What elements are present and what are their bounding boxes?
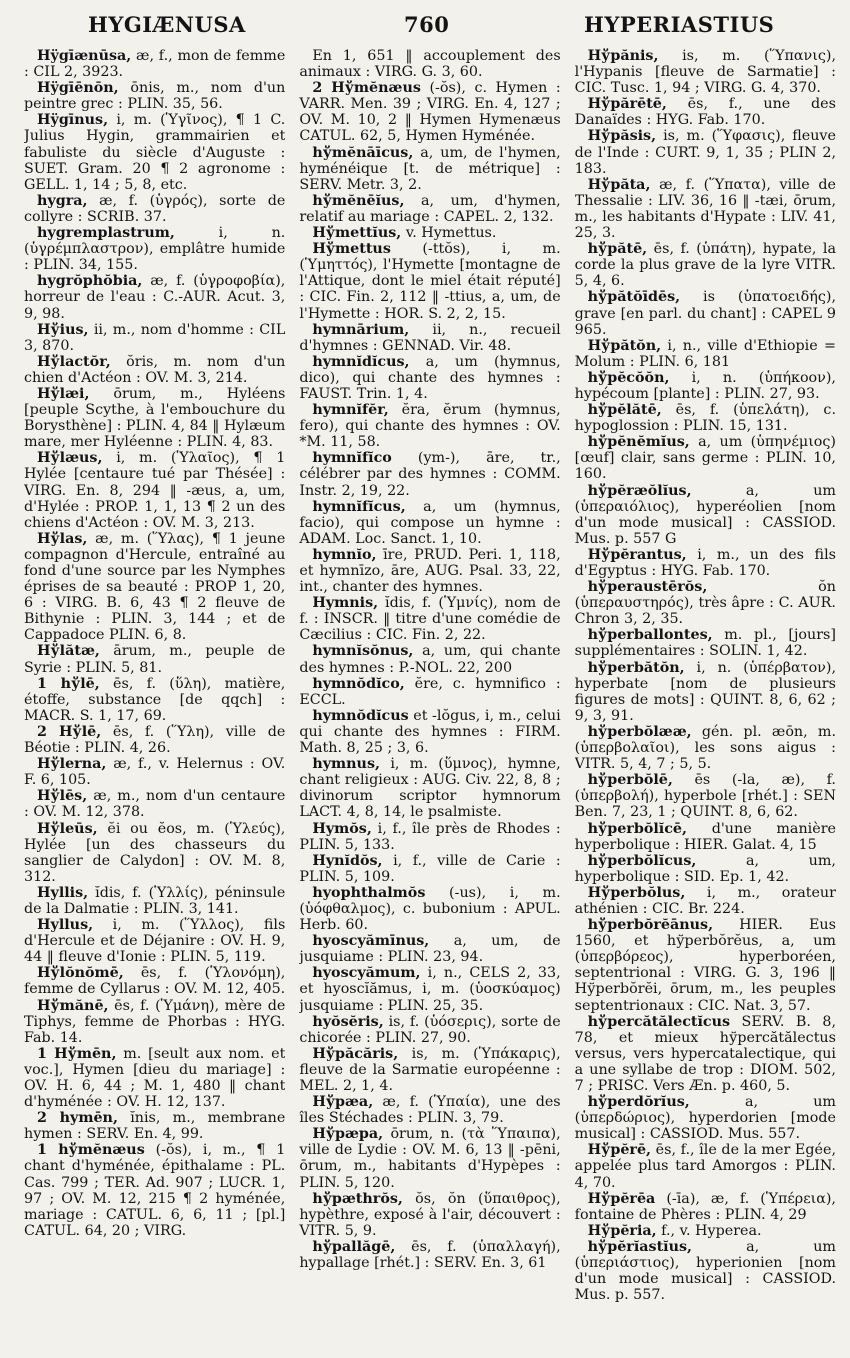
entry-definition: m. [seult aux nom. et voc.], Hymen [dieu du mariage] : OV. H. 6, 44 ; M. 1, 480 ‖ chant d'hyménée : OV. H. 12, 137. <box>24 1045 286 1111</box>
dictionary-entry <box>575 338 836 370</box>
dictionary-entry <box>24 1046 285 1110</box>
entry-definition: ōrum, n. (τὰ Ὕπαιπα), ville de Lydie : OV. M. 6, 13 ‖ -pēni, ōrum, m., habitants d'Hypèpes : PLIN. 5, 120. <box>299 1126 561 1191</box>
entry-definition: ēs, f. (ὑπελάτη), c. hypoglossion : PLIN. 15, 131. <box>574 402 836 435</box>
entry-headword: hўpĕnĕmĭus, <box>587 434 690 451</box>
entry-headword: hўpĕlătē, <box>587 402 662 419</box>
dictionary-entry <box>575 370 836 402</box>
column-2 <box>299 48 560 1348</box>
entry-definition: is, m. (Ὑπάκαρις), fleuve de la Sarmatie européenne : MEL. 2, 1, 4. <box>299 1045 561 1094</box>
entry-definition: ēs, f., île de la mer Egée, appelée plus tard Amorgos : PLIN. 4, 70. <box>574 1142 836 1191</box>
entry-headword: hyoscyămīnus, <box>312 933 430 950</box>
dictionary-entry <box>24 112 285 192</box>
entry-headword: Hўpĕrēa <box>587 1190 656 1207</box>
dictionary-entry <box>575 177 836 241</box>
dictionary-entry <box>575 917 836 1014</box>
entry-headword: hymnĭo, <box>312 546 377 563</box>
entry-definition: (-īa), æ, f. (Ὑπέρεια), fontaine de Phères : PLIN. 4, 29 <box>574 1190 836 1223</box>
entry-headword: Hymŏs, <box>312 820 372 837</box>
entry-headword: hymnĭfĕr, <box>312 402 389 419</box>
dictionary-entry <box>575 241 836 289</box>
entry-headword: Hўlas, <box>37 530 88 547</box>
entry-headword: Hўlæi, <box>37 385 90 402</box>
dictionary-entry <box>299 145 560 193</box>
columns <box>24 48 836 1348</box>
dictionary-entry <box>299 821 560 853</box>
entry-headword: 1 hўlē, <box>37 675 100 692</box>
entry-headword: hymnŏdĭco, <box>312 675 405 692</box>
entry-headword: hўpercătălectĭcus <box>587 1013 731 1030</box>
dictionary-entry <box>299 708 560 756</box>
entry-headword: Hynĭdŏs, <box>312 852 383 869</box>
dictionary-entry <box>24 193 285 225</box>
entry-definition: v. Hymettus. <box>405 225 497 242</box>
entry-headword: Hўpĕrē, <box>587 1142 652 1159</box>
dictionary-entry <box>575 1142 836 1190</box>
dictionary-entry <box>299 676 560 708</box>
entry-headword: hygremplastrum, <box>37 225 175 242</box>
entry-headword: Hўpæa, <box>312 1094 374 1111</box>
running-header <box>0 0 850 44</box>
entry-headword: hўperaustērŏs, <box>587 579 708 596</box>
entry-headword: hўpătē, <box>587 241 648 258</box>
entry-headword: Hÿgīænūsa, <box>37 48 132 64</box>
entry-definition: (-us), i, m. (ὑόφθαλμος), c. bubonium : APUL. Herb. 60. <box>299 884 561 934</box>
dictionary-entry <box>299 1014 560 1046</box>
entry-definition: f., v. Hyperea. <box>661 1222 762 1239</box>
dictionary-entry <box>575 1239 836 1303</box>
entry-definition: i, n. (ὑγρέμπλαστρον), emplâtre humide : PLIN. 34, 155. <box>24 225 286 274</box>
entry-definition: d'une manière hyperbolique : HIER. Galat. 4, 15 <box>574 820 836 853</box>
dictionary-entry <box>575 48 836 96</box>
entry-definition: a, um (ὑπερδώριος), hyperdorien [mode musical] : CASSIOD. Mus. 557. <box>574 1094 836 1143</box>
dictionary-entry <box>299 643 560 675</box>
entry-headword: Hўpăcăris, <box>312 1045 399 1062</box>
entry-definition: æ, m., nom d'un centaure : OV. M. 12, 378. <box>24 788 286 821</box>
entry-definition: æ, f. (Ὑπαία), une des îles Stéchades : PLIN. 3, 79. <box>299 1094 561 1127</box>
page-number: 760 <box>404 12 450 37</box>
entry-definition: m. pl., [jours] supplémentaires : SOLIN. 1, 42. <box>574 627 836 660</box>
dictionary-entry <box>24 450 285 530</box>
entry-headword: hўperbŏrĕānus, <box>587 917 714 934</box>
entry-definition: i, m., orateur athénien : CIC. Br. 224. <box>574 884 836 917</box>
dictionary-entry <box>24 965 285 997</box>
dictionary-entry <box>575 128 836 176</box>
dictionary-entry <box>24 643 285 675</box>
entry-headword: Hўpăsis, <box>587 128 657 145</box>
dictionary-entry <box>575 547 836 579</box>
dictionary-entry <box>575 1094 836 1142</box>
entry-headword: hymnĭfĭco <box>312 450 392 467</box>
entry-definition: ŏris, m. nom d'un chien d'Actéon : OV. M. 3, 214. <box>24 353 286 386</box>
entry-headword: Hÿgīēnōn, <box>37 80 119 97</box>
entry-headword: hymnŏdĭcus <box>312 707 409 724</box>
entry-definition: ōnis, m., nom d'un peintre grec : PLIN. 35, 56. <box>24 80 286 113</box>
entry-definition: ĕre, c. hymnifico : ECCL. <box>299 675 561 708</box>
dictionary-entry <box>575 289 836 337</box>
entry-headword: Hўlŏnŏmē, <box>37 965 124 982</box>
entry-definition: æ, f. (Ὕπατα), ville de Thessalie : LIV. 36, 16 ‖ -tæi, ōrum, m., les habitants d'Hypate : LIV. 41, 25, 3. <box>574 176 836 242</box>
entry-headword: Hўpĕrantus, <box>587 546 687 563</box>
entry-headword: Hymnis, <box>312 595 379 612</box>
dictionary-entry <box>24 756 285 788</box>
dictionary-entry <box>299 193 560 225</box>
dictionary-entry <box>299 1094 560 1126</box>
entry-headword: hymnus, <box>312 756 380 773</box>
entry-headword: hўperbŏlē, <box>587 772 673 789</box>
entry-headword: hўpĕcŏŏn, <box>587 369 670 386</box>
entry-definition: ĕra, ĕrum (hymnus, fero), qui chante des hymnes : OV. *M. 11, 58. <box>299 402 561 451</box>
entry-definition: a, um, de jusquiame : PLIN. 23, 94. <box>299 933 561 966</box>
entry-definition: a, um (ὑπεραιόλιος), hyperéolien [nom d'un mode musical] : CASSIOD. Mus. p. 557 G <box>574 482 836 547</box>
dictionary-entry <box>299 80 560 144</box>
entry-headword: Hyllus, <box>37 917 94 934</box>
dictionary-entry <box>24 531 285 644</box>
entry-definition: i, n., ville d'Ethiopie = Molum : PLIN. 6, 181 <box>574 337 836 370</box>
entry-headword: hўperbŏlĭcē, <box>587 820 688 837</box>
dictionary-entry <box>575 885 836 917</box>
entry-headword: hyoscyămum, <box>312 965 421 982</box>
entry-headword: Hўius, <box>37 321 89 338</box>
entry-definition: æ, f. (ὑγροφοβία), horreur de l'eau : C.-AUR. Acut. 3, 9, 98. <box>24 273 286 322</box>
dictionary-entry <box>299 48 560 80</box>
entry-headword: Hўpæpa, <box>312 1126 384 1143</box>
entry-headword: hygrŏphŏbia, <box>37 273 143 290</box>
entry-definition: ēs, f. (ὕλη), matière, étoffe, substance [de qqch] : MACR. S. 1, 17, 69. <box>24 675 286 724</box>
dictionary-entry <box>24 788 285 820</box>
entry-definition: ĭnis, m., membrane hymen : SERV. En. 4, 99. <box>24 1110 286 1143</box>
dictionary-entry <box>299 1126 560 1190</box>
dictionary-entry <box>299 322 560 354</box>
header-first-entry: HYGIÆNUSA <box>88 12 246 37</box>
entry-definition: i, m. (Ὑγῖνος), ¶ 1 C. Julius Hygin, grammairien et fabuliste du siècle d'Auguste : SUET. Gram. 20 ¶ 2 agronome : GELL. 1, 14 ; 5, 8, etc. <box>24 112 286 193</box>
dictionary-entry <box>575 96 836 128</box>
entry-headword: 2 hymēn, <box>37 1110 118 1127</box>
entry-definition: gén. pl. æōn, m. (ὑπερβολαῖοι), les sons aigus : VITR. 5, 4, 7 ; 5, 5. <box>574 723 836 773</box>
entry-headword: hymnĭdĭcus, <box>312 353 410 370</box>
dictionary-entry <box>24 724 285 756</box>
dictionary-entry <box>575 660 836 724</box>
entry-definition: SERV. B. 8, 78, et mieux hўpercătălectus versus, vers hypercatalectique, qui a une syllabe de trop : DIOM. 502, 7 ; PRISC. Vers Æn. p. 460, 5. <box>574 1013 836 1094</box>
dictionary-entry <box>24 273 285 321</box>
entry-headword: hygra, <box>37 192 88 209</box>
entry-definition: a, um (hymnus, dico), qui chante des hymnes : FAUST. Trin. 1, 4. <box>299 353 561 402</box>
entry-definition: i, f., île près de Rhodes : PLIN. 5, 133. <box>299 820 561 853</box>
entry-definition: a, um, hyperbolique : SID. Ep. 1, 42. <box>574 852 836 885</box>
entry-headword: Hўpĕria, <box>587 1222 657 1239</box>
dictionary-entry <box>575 434 836 482</box>
entry-definition: ēs, f. (Ὑλονόμη), femme de Cyllarus : OV. M. 12, 405. <box>24 965 286 998</box>
entry-definition: īre, PRUD. Peri. 1, 118, et hymnīzo, āre, AUG. Psal. 33, 22, int., chanter des hymnes. <box>299 546 561 596</box>
entry-definition: is, f. (ὑόσερις), sorte de chicorée : PLIN. 27, 90. <box>299 1013 561 1046</box>
dictionary-entry <box>299 1239 560 1271</box>
entry-definition: i, n. (ὑπήκοον), hypécoum [plante] : PLIN. 27, 93. <box>574 369 836 402</box>
entry-definition: ŏn (ὑπεραυστηρός), très âpre : C. AUR. Chron 3, 2, 35. <box>574 579 836 628</box>
entry-headword: hўpătŏīdēs, <box>587 289 681 306</box>
entry-headword: Hўlactŏr, <box>37 353 111 370</box>
entry-headword: Hўpăta, <box>587 176 651 193</box>
dictionary-entry <box>299 1046 560 1094</box>
dictionary-entry <box>299 885 560 933</box>
entry-headword: hўmĕnāīcus, <box>312 144 414 161</box>
entry-headword: hўperbŏlĭcus, <box>587 852 697 869</box>
entry-definition: En 1, 651 ‖ accouplement des animaux : VIRG. G. 3, 60. <box>299 48 561 81</box>
dictionary-entry <box>24 386 285 450</box>
entry-definition: ii, n., recueil d'hymnes : GENNAD. Vir. 48. <box>299 321 561 354</box>
entry-definition: is, m. (Ὕφασις), fleuve de l'Inde : CURT. 9, 1, 35 ; PLIN 2, 183. <box>574 128 836 177</box>
dictionary-entry <box>24 917 285 965</box>
dictionary-entry <box>299 853 560 885</box>
entry-definition: i, n., CELS 2, 33, et hyoscĭămus, i, m. (ὑοσκύαμος) jusquiame : PLIN. 25, 35. <box>299 965 561 1014</box>
entry-headword: hymnārium, <box>312 321 410 338</box>
entry-headword: hўpæthrŏs, <box>312 1190 403 1207</box>
entry-definition: is (ὑπατοειδής), grave [en parl. du chant] : CAPEL 9 965. <box>574 289 836 338</box>
entry-headword: Hўmettus <box>312 241 391 258</box>
column-1 <box>24 48 285 1348</box>
dictionary-entry <box>575 483 836 547</box>
entry-definition: a, um (hymnus, facio), qui compose un hymne : ADAM. Loc. Sanct. 1, 10. <box>299 498 561 547</box>
entry-definition: ēs, f. (ὑπάτη), hypate, la corde la plus grave de la lyre VITR. 5, 4, 6. <box>574 241 836 290</box>
entry-definition: ēs, f. (Ὑμάνη), mère de Tiphys, femme de Phorbas : HYG. Fab. 14. <box>24 997 286 1046</box>
entry-headword: 1 Hўmēn, <box>37 1045 117 1062</box>
dictionary-entry <box>575 724 836 772</box>
entry-headword: hymnĭfĭcus, <box>312 498 406 515</box>
entry-definition: HIER. Eus 1560, et hўperbŏrĕus, a, um (ὑπερβόρεος), hyperboréen, septentrional : VIRG. G. 3, 196 ‖ Hўperbŏrĕi, ōrum, m., les peuples septentrionaux : CIC. Nat. 3, 57. <box>574 917 836 1014</box>
entry-headword: Hўmettĭus, <box>312 225 402 242</box>
dictionary-entry <box>299 499 560 547</box>
entry-definition: ĕi ou ĕos, m. (Ὑλεύς), Hylée [un des chasseurs du sanglier de Calydon] : OV. M. 8, 312. <box>24 820 286 885</box>
dictionary-entry <box>299 965 560 1013</box>
dictionary-entry <box>24 225 285 273</box>
entry-definition: ōrum, m., Hyléens [peuple Scythe, à l'embouchure du Borysthène] : PLIN. 4, 84 ‖ Hylæum mare, mer Hyléenne : PLIN. 4, 83. <box>24 385 286 451</box>
entry-headword: hўperballontes, <box>587 627 713 644</box>
entry-definition: ĭdis, f. (Ὑμνίς), nom de f. : INSCR. ‖ titre d'une comédie de Cæcilius : CIC. Fin. 2, 22. <box>299 595 561 644</box>
entry-headword: 2 Hўmĕnæus <box>312 80 421 97</box>
entry-definition: a, um (ὑπεριάστιος), hyperionien [nom d'un mode musical] : CASSIOD. Mus. p. 557. <box>574 1238 836 1304</box>
dictionary-entry <box>575 627 836 659</box>
entry-headword: hўpĕrĭastĭus, <box>587 1238 693 1255</box>
entry-headword: hўperbŏlææ, <box>587 723 692 740</box>
entry-headword: hўmĕnēĭus, <box>312 192 405 209</box>
header-last-entry: HYPERIASTIUS <box>584 12 775 37</box>
entry-definition: a, um, d'hymen, relatif au mariage : CAPEL. 2, 132. <box>299 192 561 225</box>
entry-headword: Hўlătæ, <box>37 643 100 660</box>
entry-headword: Hўpărētē, <box>587 96 667 113</box>
dictionary-entry <box>299 933 560 965</box>
column-3 <box>575 48 836 1348</box>
entry-headword: Hўmănē, <box>37 997 109 1014</box>
entry-definition: æ, f. (ὑγρός), sorte de collyre : SCRIB. 37. <box>24 192 286 225</box>
dictionary-entry <box>575 1191 836 1223</box>
dictionary-entry <box>24 821 285 885</box>
entry-headword: Hÿgīnus, <box>37 112 109 129</box>
entry-headword: hymnĭsŏnus, <box>312 643 414 660</box>
entry-headword: Hўlerna, <box>37 756 107 773</box>
entry-definition: i, m. (ὕμνος), hymne, chant religieux : AUG. Civ. 22, 8, 8 ; divinorum scriptor hymnorum LACT. 4, 8, 14, le psalmiste. <box>299 756 561 821</box>
entry-definition: ārum, m., peuple de Syrie : PLIN. 5, 81. <box>24 643 286 676</box>
dictionary-entry <box>575 1014 836 1094</box>
entry-definition: a, um (ὑπηνέμιος) [œuf] clair, sans germe : PLIN. 10, 160. <box>574 434 836 483</box>
entry-definition: æ, f., mon de femme : CIL 2, 3923. <box>24 48 286 81</box>
entry-definition: i, m., un des fils d'Egyptus : HYG. Fab. 170. <box>574 546 836 579</box>
entry-definition: æ, f., v. Helernus : OV. F. 6, 105. <box>24 756 286 789</box>
entry-definition: i, f., ville de Carie : PLIN. 5, 109. <box>299 852 561 885</box>
entry-definition: a, um, de l'hymen, hyménéique [t. de métrique] : SERV. Metr. 3, 2. <box>299 144 561 193</box>
entry-definition: ēs, f. (Ὕλη), ville de Béotie : PLIN. 4, 26. <box>24 723 286 757</box>
entry-headword: hўpallăgē, <box>312 1238 396 1255</box>
entry-headword: Hўpătŏn, <box>587 337 662 354</box>
dictionary-entry <box>299 547 560 595</box>
dictionary-entry <box>24 1142 285 1239</box>
dictionary-entry <box>299 595 560 643</box>
entry-headword: Hўlæus, <box>37 450 103 467</box>
entry-definition: ēs (-la, æ), f. (ὑπερβολή), hyperbole [rhét.] : SEN Ben. 7, 23, 1 ; QUINT. 8, 6, 62. <box>574 772 836 821</box>
entry-definition: ii, m., nom d'homme : CIL 3, 870. <box>24 321 286 354</box>
dictionary-entry <box>575 853 836 885</box>
entry-definition: æ, m. (Ὕλας), ¶ 1 jeune compagnon d'Hercule, entraîné au fond d'une source par les Nymphes éprises de sa beauté : PROP 1, 20, 6 : VIRG. B. 6, 43 ¶ 2 fleuve de Bithynie : PLIN. 3, 144 ; et de Cappadoce PLIN. 6, 8. <box>24 530 286 644</box>
entry-definition: (-ŏs), c. Hymen : VARR. Men. 39 ; VIRG. En. 4, 127 ; OV. M. 10, 2 ‖ Hymen Hymenæus CATUL. 62, 5, Hymen Hyménée. <box>299 80 561 145</box>
entry-headword: Hўlēs, <box>37 788 88 805</box>
entry-definition: (-ŏs), i, m., ¶ 1 chant d'hyménée, épithalame : PL. Cas. 799 ; TER. Ad. 907 ; LUCR. 1, 97 ; OV. M. 12, 215 ¶ 2 hyménée, mariage : CATUL. 6, 6, 11 ; [pl.] CATUL. 64, 20 ; VIRG. <box>24 1142 286 1239</box>
dictionary-entry <box>575 402 836 434</box>
dictionary-entry <box>24 48 285 80</box>
entry-definition: (ym-), āre, tr., célébrer par des hymnes : COMM. Instr. 2, 19, 22. <box>299 450 561 499</box>
entry-definition: ēs, f. (ὑπαλλαγή), hypallage [rhét.] : SERV. En. 3, 61 <box>299 1238 561 1272</box>
dictionary-entry <box>575 1223 836 1239</box>
entry-headword: Hўperbŏlus, <box>587 884 686 901</box>
dictionary-entry <box>299 241 560 321</box>
entry-headword: hyŏsĕris, <box>312 1013 384 1030</box>
dictionary-entry <box>24 1110 285 1142</box>
dictionary-entry <box>299 225 560 241</box>
dictionary-entry <box>24 676 285 724</box>
entry-headword: Hyllis, <box>37 884 89 901</box>
entry-definition: a, um, qui chante des hymnes : P.-NOL. 22, 200 <box>299 643 561 676</box>
dictionary-entry <box>24 998 285 1046</box>
entry-definition: is, m. (Ὕπανις), l'Hypanis [fleuve de Sarmatie] : CIC. Tusc. 1, 94 ; VIRG. G. 4, 370. <box>574 48 836 97</box>
dictionary-entry <box>24 322 285 354</box>
entry-headword: 2 Hўlē, <box>37 723 102 740</box>
entry-definition: ŏs, ŏn (ὕπαιθρος), hypèthre, exposé à l'air, découvert : VITR. 5, 9. <box>299 1190 561 1239</box>
entry-headword: hўperdŏrĭus, <box>587 1094 690 1111</box>
entry-headword: hyophthalmŏs <box>312 884 426 901</box>
dictionary-entry <box>299 402 560 450</box>
dictionary-entry <box>24 354 285 386</box>
entry-definition: ĭdis, f. (Ὑλλίς), péninsule de la Dalmatie : PLIN. 3, 141. <box>24 884 286 917</box>
dictionary-entry <box>299 756 560 820</box>
entry-definition: ēs, f., une des Danaïdes : HYG. Fab. 170. <box>574 96 836 129</box>
entry-headword: 1 hўmĕnæus <box>37 1142 145 1159</box>
dictionary-entry <box>299 450 560 498</box>
dictionary-entry <box>299 354 560 402</box>
entry-definition: et -lŏgus, i, m., celui qui chante des hymnes : FIRM. Math. 8, 25 ; 3, 6. <box>299 707 561 757</box>
entry-headword: Hўpănis, <box>587 48 659 64</box>
dictionary-entry <box>299 1191 560 1239</box>
entry-headword: hўpĕræŏlĭus, <box>587 482 692 499</box>
entry-definition: (-ttŏs), i, m. (Ὑμηττός), l'Hymette [montagne de l'Attique, dont le miel était réputé] : CIC. Fin. 2, 112 ‖ -ttius, a, um, de l'Hymette : HOR. S. 2, 2, 15. <box>299 241 561 322</box>
entry-headword: hўperbătŏn, <box>587 659 685 676</box>
entry-definition: i, m. (Ὑλαῖος), ¶ 1 Hylée [centaure tué par Thésée] : VIRG. En. 8, 294 ‖ -æus, a, um, d'Hylée : PROP. 1, 1, 13 ¶ 2 un des chiens d'Actéon : OV. M. 3, 213. <box>24 450 286 531</box>
entry-definition: i, m. (Ὕλλος), fils d'Hercule et de Déjanire : OV. H. 9, 44 ‖ fleuve d'Ionie : PLIN. 5, 119. <box>24 917 286 966</box>
entry-definition: i, n. (ὑπέρβατον), hyperbate [nom de plusieurs figures de mots] : QUINT. 8, 6, 62 ; 9, 3, 91. <box>574 659 836 724</box>
dictionary-entry <box>575 772 836 820</box>
dictionary-entry <box>575 821 836 853</box>
dictionary-entry <box>575 579 836 627</box>
dictionary-entry <box>24 885 285 917</box>
entry-headword: Hўleūs, <box>37 820 98 837</box>
dictionary-entry <box>24 80 285 112</box>
